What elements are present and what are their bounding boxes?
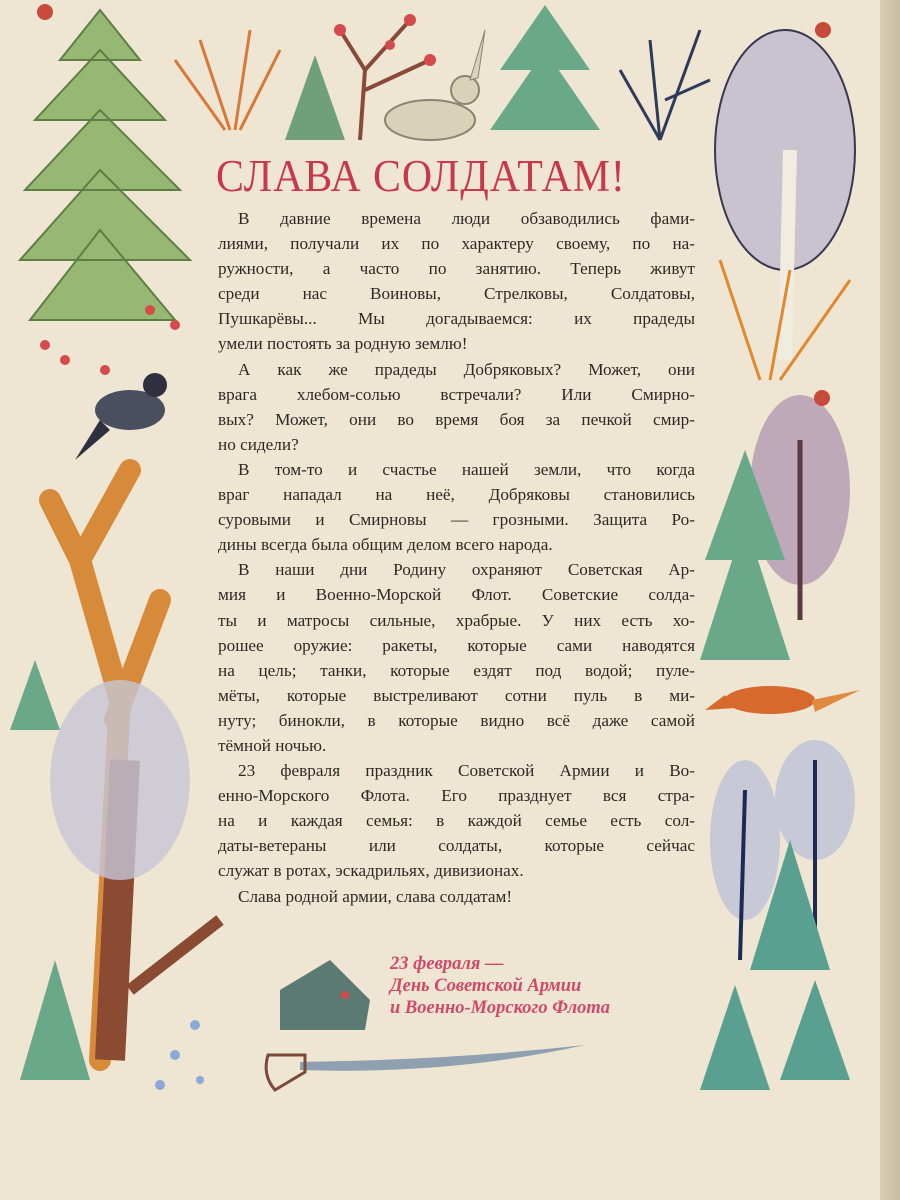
saber-icon — [266, 1045, 585, 1090]
text-line: ружности, а часто по занятию. Теперь живут — [218, 259, 695, 279]
text-line: умели постоять за родную землю! — [218, 334, 468, 354]
fir-tree-top-icon — [490, 5, 600, 130]
text-line: енно-Морского Флота. Его празднует вся стра- — [218, 786, 695, 806]
text-line: на цель; танки, которые ездят под водой; пуле- — [218, 660, 695, 680]
snow-dots-icon — [155, 1020, 204, 1090]
text-line: 23 февраля праздник Советской Армии и Во- — [238, 761, 695, 781]
text-line: но сидели? — [218, 434, 299, 454]
text-line: ты и матросы сильные, храбрые. У них есть хо- — [218, 610, 695, 630]
page-title: СЛАВА СОЛДАТАМ! — [216, 151, 626, 201]
text-line: тёмной ночью. — [218, 735, 327, 755]
text-line: А как же прадеды Добряковых? Может, они — [238, 359, 695, 379]
text-line: враг нападал на неё, Добряковы становились — [218, 485, 695, 505]
caption-line: и Военно-Морского Флота — [390, 998, 611, 1018]
text-line: дины всегда была общим делом всего народа. — [218, 535, 553, 555]
article-body — [218, 206, 695, 909]
red-bush-icon — [175, 30, 280, 130]
paragraph — [218, 884, 695, 909]
hare-icon — [385, 30, 485, 140]
paragraph — [218, 206, 695, 357]
text-line: нуту; бинокли, в которые видно всё даже самой — [218, 710, 695, 730]
text-line: рошее оружие: ракеты, которые сами наводятся — [218, 635, 695, 655]
soldier-cap-icon — [280, 960, 370, 1030]
text-line: Пушкарёвы... Мы догадываемся: их прадеды — [218, 309, 695, 329]
snowy-bush-icon — [50, 680, 190, 880]
paragraph — [218, 357, 695, 457]
text-line: мия и Военно-Морской Флот. Советские солда- — [218, 585, 695, 605]
caption-line: 23 февраля — — [390, 954, 504, 974]
text-line: вых? Может, они во время боя за печкой смир- — [218, 409, 695, 429]
fir-tree-icon — [20, 10, 190, 320]
text-line: на и каждая семья: в каждой семье есть сол- — [218, 811, 695, 831]
fox-icon — [705, 686, 860, 714]
text-line: даты-ветераны или солдаты, которые сейчас — [218, 836, 695, 856]
small-fir-icon — [285, 55, 345, 140]
text-line: В том-то и счастье нашей земли, что когда — [238, 459, 695, 479]
text-line: Слава родной армии, слава солдатам! — [238, 886, 513, 906]
caption-line: День Советской Армии — [390, 976, 582, 996]
text-line: служат в ротах, эскадрильях, дивизионах. — [218, 861, 524, 881]
holiday-caption — [390, 953, 610, 1019]
dark-bush-icon — [620, 30, 710, 140]
bird-icon — [75, 373, 167, 460]
paragraph — [218, 457, 695, 557]
text-line: врага хлебом-солью встречали? Или Смирно- — [218, 384, 695, 404]
text-line: среди нас Воиновы, Стрелковы, Солдатовы, — [218, 284, 695, 304]
text-line: суровыми и Смирновы — грозными. Защита Ро- — [218, 510, 695, 530]
text-line: В наши дни Родину охраняют Советская Ар- — [238, 560, 695, 580]
page-edge — [880, 0, 900, 1200]
text-line: мёты, которые выстреливают сотни пуль в ми- — [218, 685, 695, 705]
text-line: лиями, получали их по характеру своему, по на- — [218, 234, 695, 254]
paragraph — [218, 557, 695, 758]
paragraph — [218, 758, 695, 883]
text-line: В давние времена люди обзаводились фами- — [238, 209, 695, 228]
